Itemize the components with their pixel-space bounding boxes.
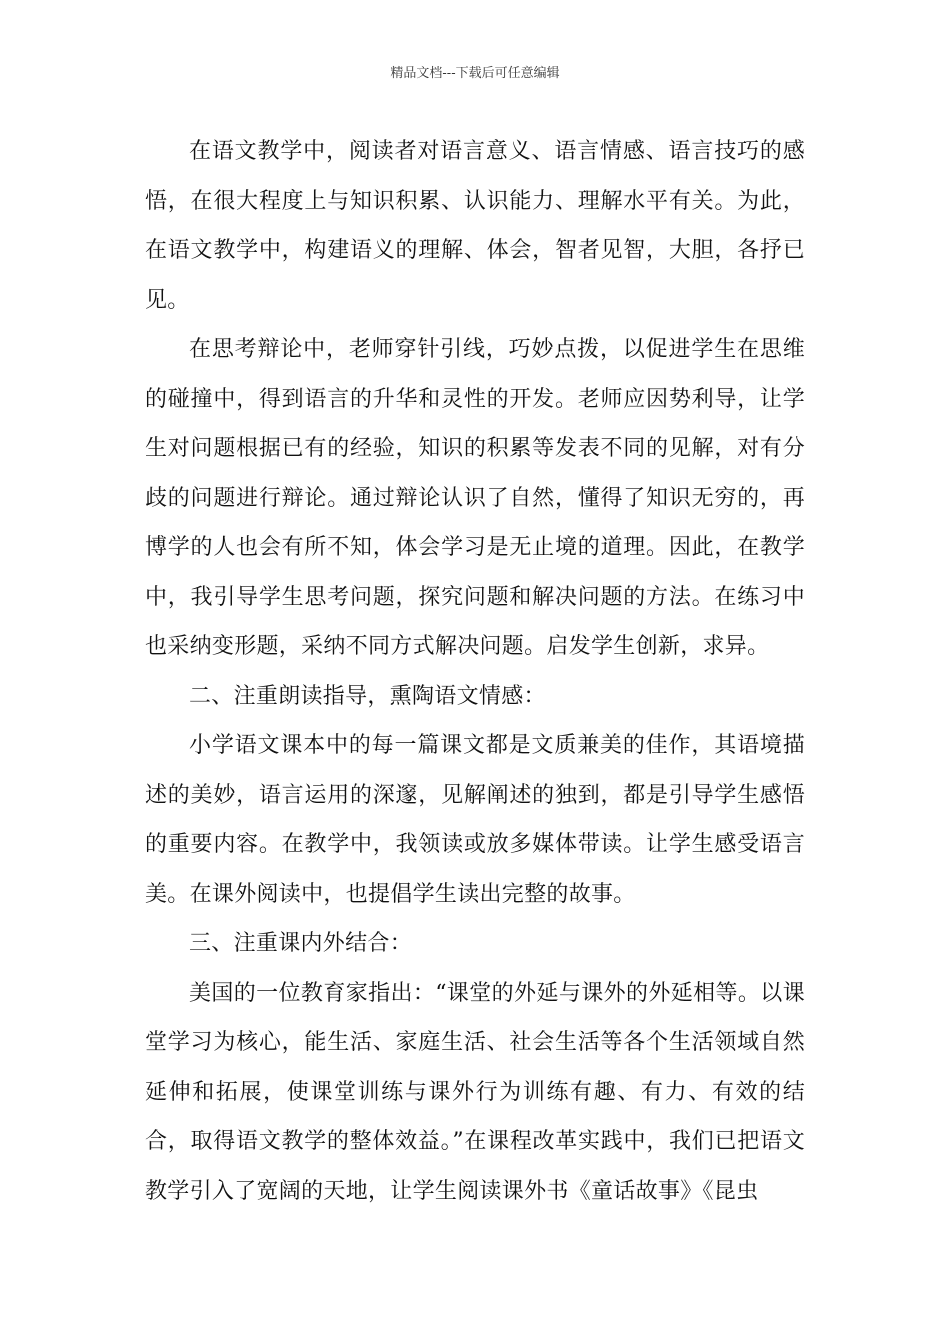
paragraph: 在语文教学中，阅读者对语言意义、语言情感、语言技巧的感悟，在很大程度上与知识积累、认识能力、理解水平有关。为此，在语文教学中，构建语义的理解、体会，智者见智，大胆，各抒已见。 xyxy=(145,139,805,313)
page-header: 精品文档---下载后可任意编辑 xyxy=(390,66,560,81)
section-heading: 二、注重朗读指导，熏陶语文情感： xyxy=(189,683,546,709)
paragraph: 小学语文课本中的每一篇课文都是文质兼美的佳作，其语境描述的美妙，语言运用的深邃，见解阐述的独到，都是引导学生感悟的重要内容。在教学中，我领读或放多媒体带读。让学生感受语言美。在课外阅读中，也提倡学生读出完整的故事。 xyxy=(145,733,805,907)
paragraph: 美国的一位教育家指出：“课堂的外延与课外的外延相等。以课堂学习为核心，能生活、家庭生活、社会生活等各个生活领域自然延伸和拓展，使课堂训练与课外行为训练有趣、有力、有效的结合，取得语文教学的整体效益。”在课程改革实践中，我们已把语文教学引入了宽阔的天地，让学生阅读课外书《童话故事》《昆虫 xyxy=(145,980,805,1204)
document-body xyxy=(145,127,805,1216)
paragraph: 在思考辩论中，老师穿针引线，巧妙点拨，以促进学生在思维的碰撞中，得到语言的升华和灵性的开发。老师应因势利导，让学生对问题根据已有的经验，知识的积累等发表不同的见解，对有分歧的问题进行辩论。通过辩论认识了自然，懂得了知识无穷的，再博学的人也会有所不知，体会学习是无止境的道理。因此，在教学中，我引导学生思考问题，探究问题和解决问题的方法。在练习中也采纳变形题，采纳不同方式解决问题。启发学生创新，求异。 xyxy=(145,337,805,659)
section-heading: 三、注重课内外结合： xyxy=(189,931,413,956)
